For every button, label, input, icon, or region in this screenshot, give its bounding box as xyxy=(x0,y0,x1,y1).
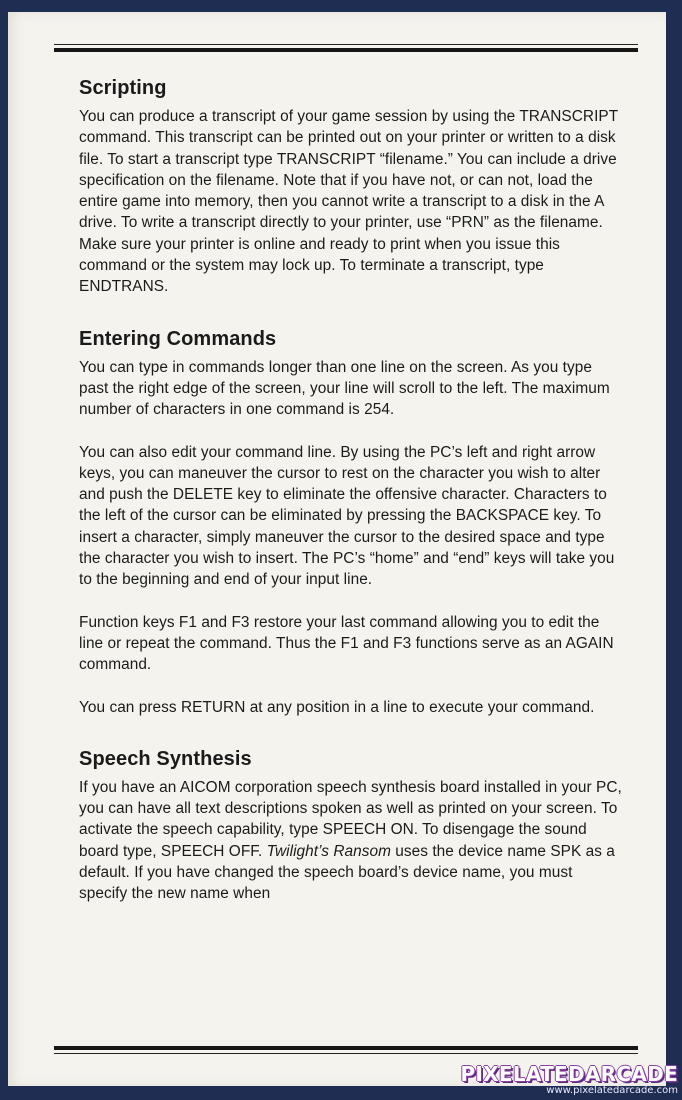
entering-commands-paragraph-3: Function keys F1 and F3 restore your last command allowing you to edit the line or repeat the command. Thus the F1 and F3 functions serve as an AGAIN command. xyxy=(79,613,614,674)
entering-commands-heading: Entering Commands xyxy=(79,327,277,350)
game-title: Twilight’s Ransom xyxy=(266,842,391,860)
entering-commands-paragraph-2: You can also edit your command line. By using the PC’s left and right arrow keys, you can maneuver the cursor to rest on the character you wish to alter and push the DELETE key to eliminate the offensive character. Characters to the left of the cursor can be eliminated by pressing the BACKSPACE key. To insert a character, simply maneuver the cursor to the desired space and type the character you wish to insert. The PC’s “home” and “end” keys will take you to the beginning and end of your input line. xyxy=(79,443,615,589)
top-rule xyxy=(54,44,638,52)
entering-commands-paragraph-1: You can type in commands longer than one line on the screen. As you type past the right edge of the screen, your line will scroll to the left. The maximum number of characters in one command is 254. xyxy=(79,358,610,419)
watermark-url: www.pixelatedarcade.com xyxy=(546,1085,678,1096)
watermark xyxy=(460,1064,678,1096)
speech-text-after-title: uses the device name SPK as a default. If you have changed the speech board’s device name, you must specify the new name when xyxy=(79,842,615,903)
scripting-paragraph: You can produce a transcript of your game session by using the TRANSCRIPT command. This transcript can be printed out on your printer or written to a disk file. To start a transcript type TRANSCRIPT “filename.” You can include a drive specification on the filename. Note that if you have not, or can not, load the entire game into memory, then you cannot write a transcript to a disk in the A drive. To write a transcript directly to your printer, use “PRN” as the filename. Make sure your printer is online and ready to print when you issue this command or the system may lock up. To terminate a transcript, type ENDTRANS. xyxy=(79,108,618,296)
watermark-logo: PIXELATEDARCADE xyxy=(460,1062,678,1086)
entering-commands-paragraph-4: You can press RETURN at any position in a line to execute your command. xyxy=(79,698,595,716)
manual-page xyxy=(8,12,666,1086)
speech-text-before-title: If you have an AICOM corporation speech synthesis board installed in your PC, you can have all text descriptions spoken as well as printed on your screen. To activate the speech capability, type SPEECH ON. To disengage the sound board type, SPEECH OFF. xyxy=(79,778,622,860)
bottom-rule xyxy=(54,1046,638,1054)
page-content xyxy=(79,76,624,905)
speech-synthesis-paragraph xyxy=(79,777,624,905)
speech-synthesis-heading: Speech Synthesis xyxy=(79,747,252,770)
scripting-heading: Scripting xyxy=(79,77,167,99)
